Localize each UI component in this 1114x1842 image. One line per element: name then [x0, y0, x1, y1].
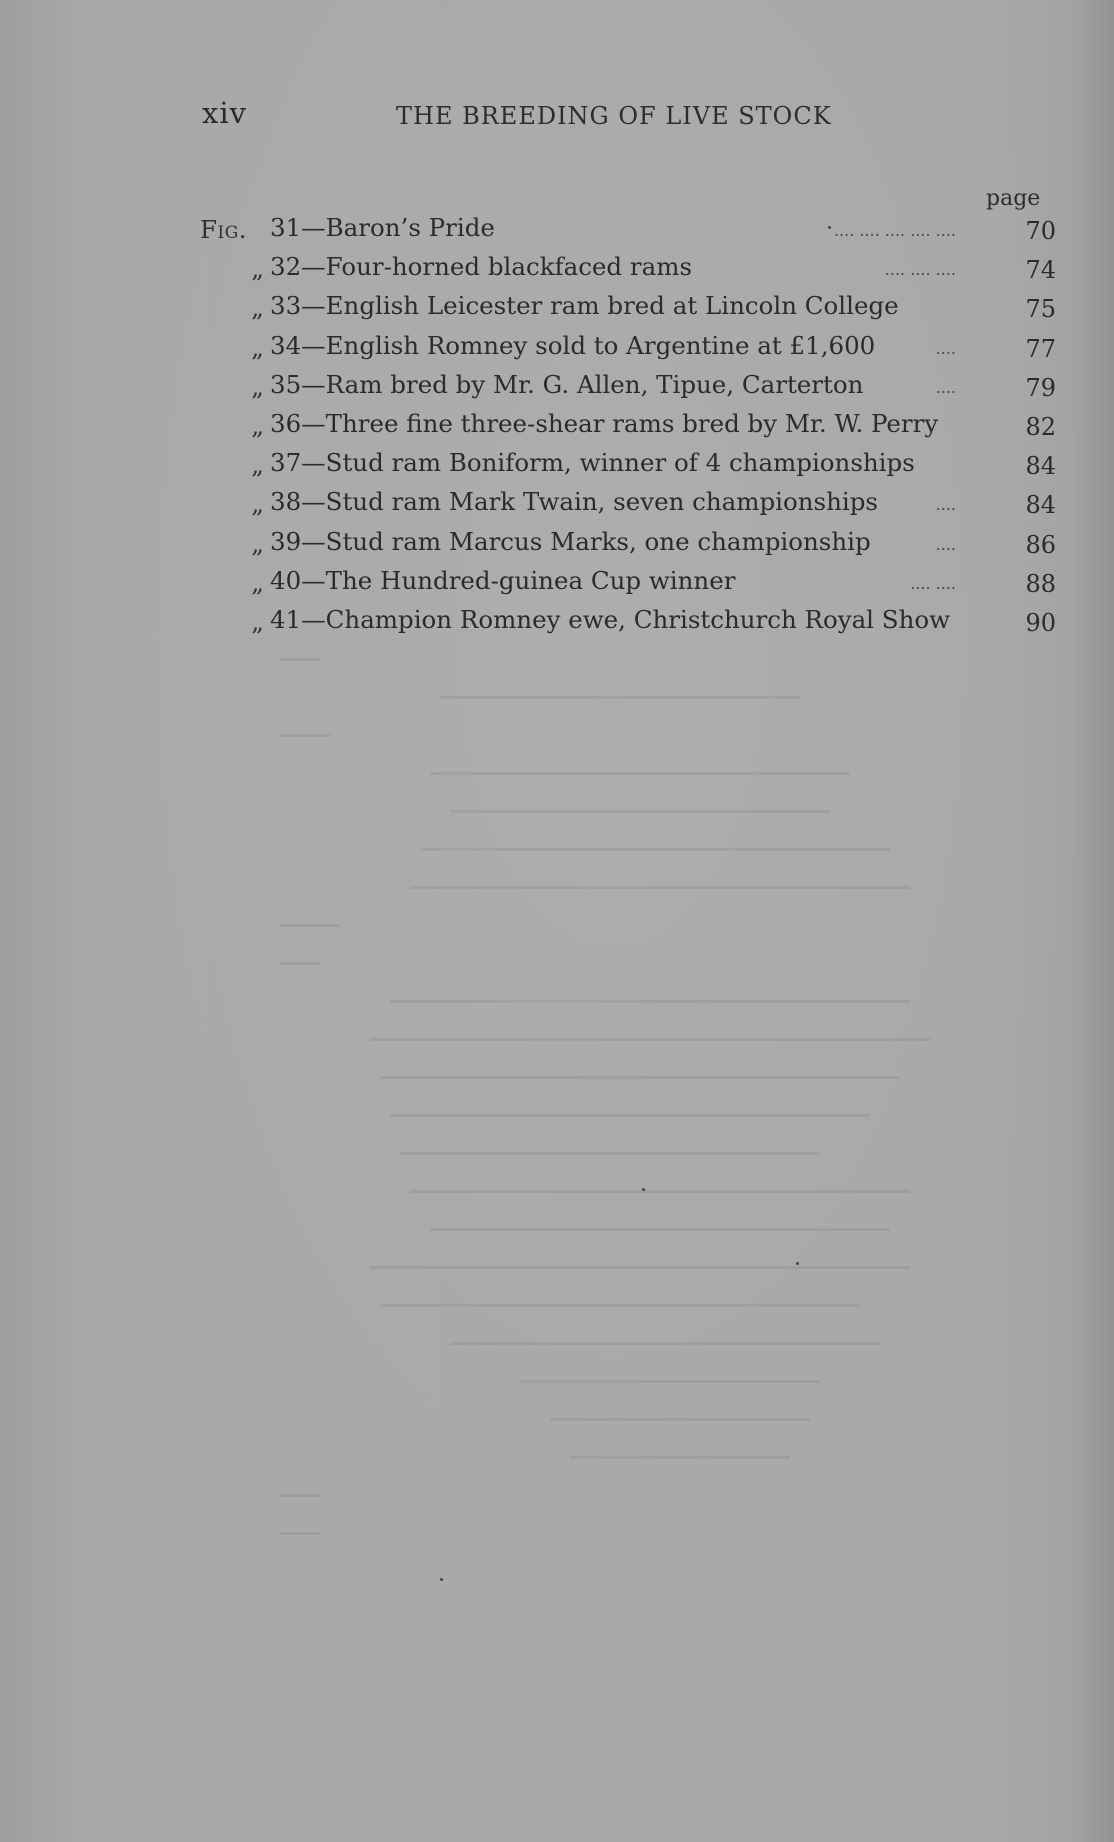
- page-header: [202, 96, 962, 136]
- ditto-mark: „: [251, 528, 264, 558]
- bleed-through-shadow: [190, 640, 1010, 1600]
- list-item: [200, 604, 1056, 644]
- ditto-mark: „: [251, 567, 264, 597]
- page-number: 84: [1025, 491, 1056, 520]
- list-item: [200, 252, 1056, 291]
- ditto-mark: „: [251, 450, 264, 480]
- caption-text: 35—Ram bred by Mr. G. Allen, Tipue, Carterton: [270, 369, 864, 399]
- list-item: [200, 330, 1056, 370]
- list-item: [200, 565, 1056, 605]
- page-number: 84: [1025, 452, 1056, 481]
- paper-speck: [440, 1578, 443, 1581]
- figure-caption: [270, 487, 960, 516]
- ditto-mark: „: [251, 332, 264, 362]
- ditto-mark: „: [251, 254, 264, 284]
- ditto-mark: „: [251, 293, 264, 323]
- paper-speck: [642, 1188, 645, 1191]
- list-item: [200, 448, 1056, 487]
- page-edge-shadow: [1074, 0, 1114, 1842]
- figure-caption: [270, 448, 960, 477]
- caption-text: 32—Four-horned blackfaced rams: [270, 252, 693, 282]
- dot-leaders: .... ....: [910, 573, 956, 593]
- figure-caption: [270, 566, 960, 595]
- caption-text: 36—Three fine three-shear rams bred by Mr. W. Perry: [270, 408, 939, 438]
- running-head: THE BREEDING OF LIVE STOCK: [396, 102, 832, 130]
- figure-caption: [270, 331, 960, 360]
- page-number: 90: [1025, 608, 1056, 637]
- dot-leaders: ....: [935, 377, 956, 397]
- ditto-mark: „: [251, 371, 264, 401]
- list-of-illustrations: [200, 213, 1056, 644]
- figure-caption: [270, 370, 960, 399]
- fig-label: Fig.: [200, 215, 248, 244]
- figure-caption: [270, 213, 960, 242]
- ditto-mark: „: [251, 410, 264, 440]
- ditto-mark: „: [251, 606, 264, 636]
- caption-text: 34—English Romney sold to Argentine at £1,600: [270, 330, 876, 360]
- paper-speck: [828, 226, 831, 229]
- caption-text: 31—Baron’s Pride: [270, 213, 495, 242]
- page-column-heading: page: [986, 186, 1041, 211]
- figure-caption: [270, 291, 960, 320]
- page-number: 86: [1025, 530, 1056, 559]
- paper-speck: [796, 1262, 799, 1265]
- dot-leaders: .... .... ....: [884, 260, 956, 280]
- list-item: [200, 291, 1056, 330]
- page-number: 77: [1025, 334, 1056, 363]
- page-number: 70: [1025, 217, 1056, 245]
- caption-text: 40—The Hundred-guinea Cup winner: [270, 565, 736, 595]
- dot-leaders: ....: [935, 534, 956, 554]
- dot-leaders: ....: [935, 338, 956, 358]
- page-number: 74: [1025, 256, 1056, 285]
- caption-text: 41—Champion Romney ewe, Christchurch Royal Show: [270, 604, 951, 634]
- list-item: [200, 213, 1056, 252]
- caption-text: 33—English Leicester ram bred at Lincoln College: [270, 291, 899, 321]
- ditto-mark: „: [251, 489, 264, 519]
- page-number: 75: [1025, 295, 1056, 324]
- dot-leaders: .... .... .... .... ....: [833, 221, 956, 240]
- caption-text: 37—Stud ram Boniform, winner of 4 championships: [270, 448, 915, 478]
- figure-caption: [270, 605, 960, 634]
- figure-caption: [270, 252, 960, 281]
- dot-leaders: ....: [935, 495, 956, 515]
- page-number: 79: [1025, 373, 1056, 402]
- page-number: 88: [1025, 569, 1056, 598]
- page-number: 82: [1025, 412, 1056, 441]
- folio-page-number: xiv: [202, 96, 248, 130]
- list-item: [200, 408, 1056, 448]
- list-item: [200, 526, 1056, 566]
- figure-caption: [270, 409, 960, 438]
- caption-text: 38—Stud ram Mark Twain, seven championships: [270, 487, 878, 517]
- list-item: [200, 487, 1056, 526]
- figure-caption: [270, 527, 960, 556]
- caption-text: 39—Stud ram Marcus Marks, one championship: [270, 526, 871, 556]
- list-item: [200, 369, 1056, 409]
